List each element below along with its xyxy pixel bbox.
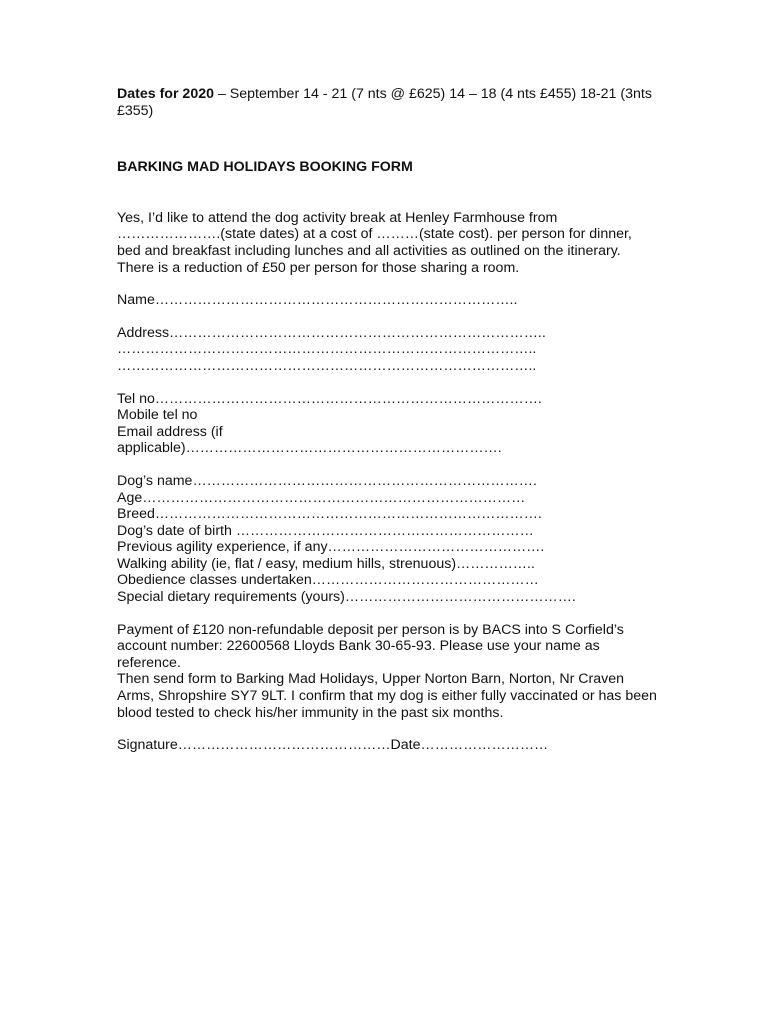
- dietary-field: Special dietary requirements (yours)………………………………………….: [117, 589, 576, 606]
- mobile-field: Mobile tel no: [117, 407, 198, 424]
- tel-field: Tel no……………………………………………………………………….: [117, 390, 542, 407]
- email-field-line-1: Email address (if: [117, 423, 223, 440]
- address-field-line-2: ……………………………………………………………………………..: [117, 341, 537, 358]
- dates-text: – September 14 - 21 (7 nts @ £625) 14 – 18 (4 nts £455) 18-21 (3nts £355): [117, 86, 652, 119]
- dog-name-field: Dog’s name……………………………………………………………….: [117, 472, 537, 489]
- payment-block: [117, 622, 657, 722]
- payment-paragraph: Payment of £120 non-refundable deposit per person is by BACS into S Corfield’s account number: 22600568 Lloyds Bank 30-65-93. Please use your name as reference.: [117, 621, 624, 671]
- dates-paragraph: [117, 86, 657, 119]
- address-field-line-3: ……………………………………………………………………………..: [117, 357, 537, 374]
- obedience-field: Obedience classes undertaken…………………………………………: [117, 572, 539, 589]
- dates-label: Dates for 2020: [117, 86, 214, 102]
- address-block: [117, 325, 657, 375]
- walking-ability-field: Walking ability (ie, flat / easy, medium hills, strenuous)……………..: [117, 555, 535, 572]
- email-field-line-2: applicable)………………………………………………………….: [117, 440, 502, 457]
- name-field: Name…………………………………………………………………..: [117, 292, 518, 309]
- booking-form-page: [117, 86, 657, 754]
- age-field: Age………………………………………………………………………: [117, 489, 526, 506]
- dog-dob-field: Dog’s date of birth ………………………………………………………: [117, 522, 534, 539]
- signature-field: Signature………………………………………Date………………………: [117, 737, 549, 754]
- agility-field: Previous agility experience, if any……………………………………….: [117, 539, 545, 556]
- address-field-line-1: Address……………………………………………………………………..: [117, 324, 546, 341]
- intro-paragraph: Yes, I’d like to attend the dog activity break at Henley Farmhouse from ………………….(state dates) at a cost of ………(state cost). per person for dinner, bed and breakfast including lunches and all activities as outlined on the itinerary. There is a reduction of £50 per person for those sharing a room.: [117, 209, 632, 276]
- breed-field: Breed……………………………………………………………………….: [117, 506, 542, 523]
- dog-details-block: [117, 473, 657, 606]
- form-title: BARKING MAD HOLIDAYS BOOKING FORM: [117, 159, 413, 176]
- send-paragraph: Then send form to Barking Mad Holidays, Upper Norton Barn, Norton, Nr Craven Arms, Shropshire SY7 9LT. I confirm that my dog is either fully vaccinated or has been blood tested to check his/her immunity in the past six months.: [117, 671, 657, 721]
- contact-block: [117, 391, 657, 457]
